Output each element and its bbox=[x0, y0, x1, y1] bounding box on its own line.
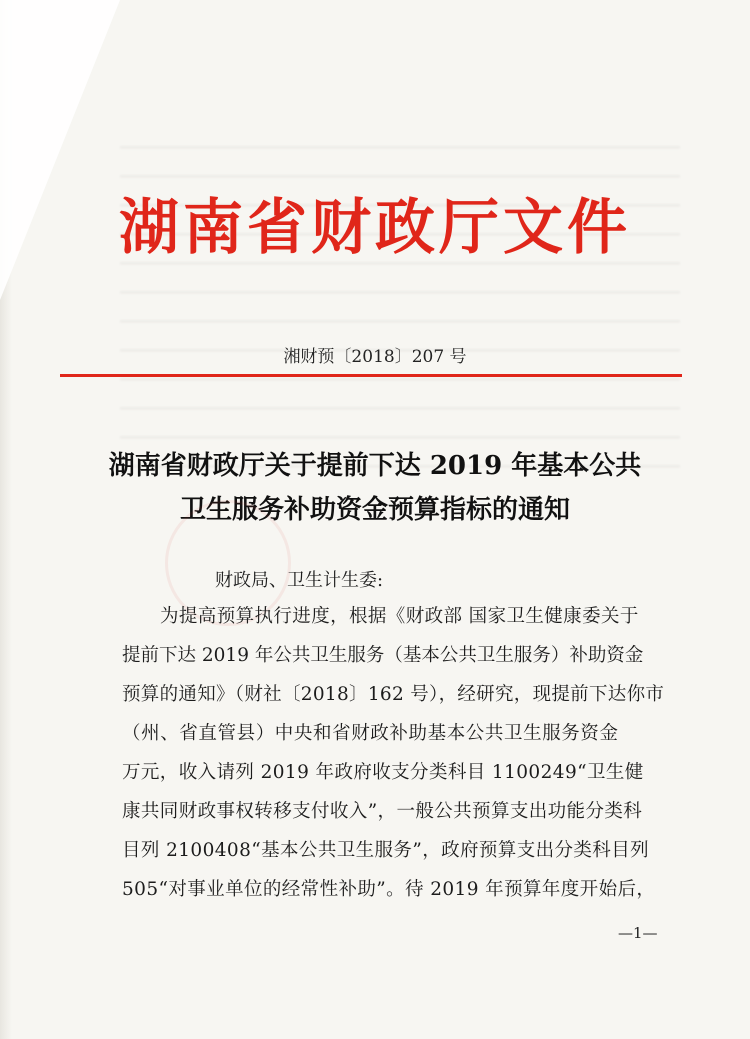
document-number: 湘财预〔2018〕207 号 bbox=[283, 347, 467, 367]
page-number: —1— bbox=[618, 924, 658, 942]
body-line: 505“对事业单位的经常性补助”。待 2019 年预算年度开始后， bbox=[122, 879, 656, 900]
body-line: （州、省直管县）中央和省财政补助基本公共卫生服务资金 bbox=[122, 723, 619, 744]
body-line: 预算的通知》（财社〔2018〕162 号），经研究，现提前下达你市 bbox=[122, 684, 665, 705]
bleed-through-texture bbox=[120, 120, 680, 480]
body-line: 为提高预算执行进度，根据《财政部 国家卫生健康委关于 bbox=[160, 606, 639, 627]
addressee: 财政局、卫生计生委: bbox=[215, 570, 384, 591]
red-separator-line bbox=[60, 374, 682, 377]
body-line: 目列 2100408“基本公共卫生服务”，政府预算支出分类科目列 bbox=[122, 840, 649, 861]
body-line: 康共同财政事权转移支付收入”，一般公共预算支出功能分类科 bbox=[122, 801, 643, 822]
notice-title bbox=[0, 444, 750, 532]
notice-title-line: 湖南省财政厅关于提前下达 2019 年基本公共 bbox=[108, 451, 642, 481]
document-header-title: 湖南省财政厅文件 bbox=[119, 193, 631, 263]
notice-title-line: 卫生服务补助资金预算指标的通知 bbox=[179, 495, 570, 525]
body-line: 万元，收入请列 2019 年政府收支分类科目 1100249“卫生健 bbox=[122, 762, 644, 783]
body-line: 提前下达 2019 年公共卫生服务（基本公共卫生服务）补助资金 bbox=[122, 645, 644, 666]
